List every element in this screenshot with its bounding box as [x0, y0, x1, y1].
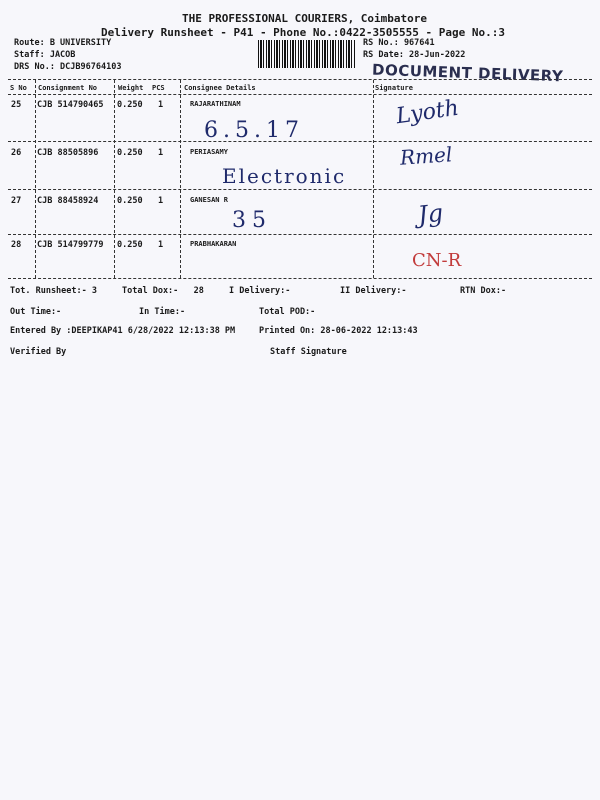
total-pod: Total POD:- — [259, 307, 316, 317]
rs-date: RS Date: 28-Jun-2022 — [363, 50, 466, 60]
ii-delivery: II Delivery:- — [340, 286, 407, 296]
table-row-consignee: GANESAN R — [190, 196, 228, 204]
table-row-pcs: 1 — [158, 148, 164, 158]
col-sep-2 — [114, 80, 115, 278]
rs-number: RS No.: 967641 — [363, 38, 435, 48]
table-row-consignment: CJB 514799779 — [37, 240, 104, 250]
runsheet-subtitle: Delivery Runsheet - P41 - Phone No.:0422-3505555 - Page No.:3 — [101, 26, 505, 39]
table-row-sno: 28 — [11, 240, 22, 250]
col-header-sno: S No — [10, 84, 27, 92]
table-row-consignment: CJB 88505896 — [37, 148, 99, 158]
table-row-sno: 25 — [11, 100, 22, 110]
barcode — [258, 40, 356, 68]
route-label: Route: B UNIVERSITY — [14, 38, 112, 48]
col-sep-4 — [373, 80, 374, 278]
col-sep-3 — [180, 80, 181, 278]
handwritten-signature: CN-R — [412, 250, 462, 271]
col-header-weight: Weight — [118, 84, 144, 92]
table-row-pcs: 1 — [158, 196, 164, 206]
in-time: In Time:- — [139, 307, 186, 317]
row-divider — [8, 141, 592, 142]
tot-runsheet: Tot. Runsheet:- 3 — [10, 286, 97, 296]
table-bottom-border — [8, 278, 592, 279]
handwritten-note: 35 — [232, 208, 272, 233]
staff-label: Staff: JACOB — [14, 50, 76, 60]
row-divider — [8, 234, 592, 235]
table-row-sno: 27 — [11, 196, 22, 206]
handwritten-signature: Jg — [416, 198, 445, 230]
company-title: THE PROFESSIONAL COURIERS, Coimbatore — [182, 12, 428, 25]
table-row-weight: 0.250 — [117, 196, 143, 206]
staff-signature: Staff Signature — [270, 347, 347, 357]
table-row-consignment: CJB 514790465 — [37, 100, 104, 110]
entered-by: Entered By :DEEPIKAP41 6/28/2022 12:13:38 PM — [10, 326, 236, 336]
table-top-border — [8, 79, 592, 80]
col-header-pcs: PCS — [152, 84, 165, 92]
handwritten-note: 6.5.17 — [204, 118, 304, 143]
table-row-weight: 0.250 — [117, 240, 143, 250]
header-bottom-border — [8, 94, 592, 95]
table-row-sno: 26 — [11, 148, 22, 158]
total-dox: Total Dox:- 28 — [122, 286, 204, 296]
document-delivery-stamp: DOCUMENT DELIVERY — [371, 60, 564, 86]
drs-label: DRS No.: DCJB96764103 — [14, 62, 122, 72]
table-row-consignee: PRABHAKARAN — [190, 240, 237, 248]
table-row-consignee: PERIASAMY — [190, 148, 228, 156]
out-time: Out Time:- — [10, 307, 62, 317]
i-delivery: I Delivery:- — [229, 286, 291, 296]
table-row-consignment: CJB 88458924 — [37, 196, 99, 206]
col-sep-1 — [35, 80, 36, 278]
rtn-dox: RTN Dox:- — [460, 286, 507, 296]
table-row-consignee: RAJARATHINAM — [190, 100, 241, 108]
handwritten-signature: Lyoth — [394, 95, 461, 130]
table-row-pcs: 1 — [158, 100, 164, 110]
col-header-signature: Signature — [375, 84, 413, 92]
handwritten-signature: Rmel — [399, 142, 454, 170]
handwritten-note: Electronic — [222, 164, 347, 188]
verified-by: Verified By — [10, 347, 67, 357]
col-header-consignment: Consignment No — [38, 84, 98, 92]
row-divider — [8, 189, 592, 190]
col-header-consignee: Consignee Details — [184, 84, 256, 92]
table-row-weight: 0.250 — [117, 148, 143, 158]
table-row-pcs: 1 — [158, 240, 164, 250]
table-row-weight: 0.250 — [117, 100, 143, 110]
printed-on: Printed On: 28-06-2022 12:13:43 — [259, 326, 418, 336]
